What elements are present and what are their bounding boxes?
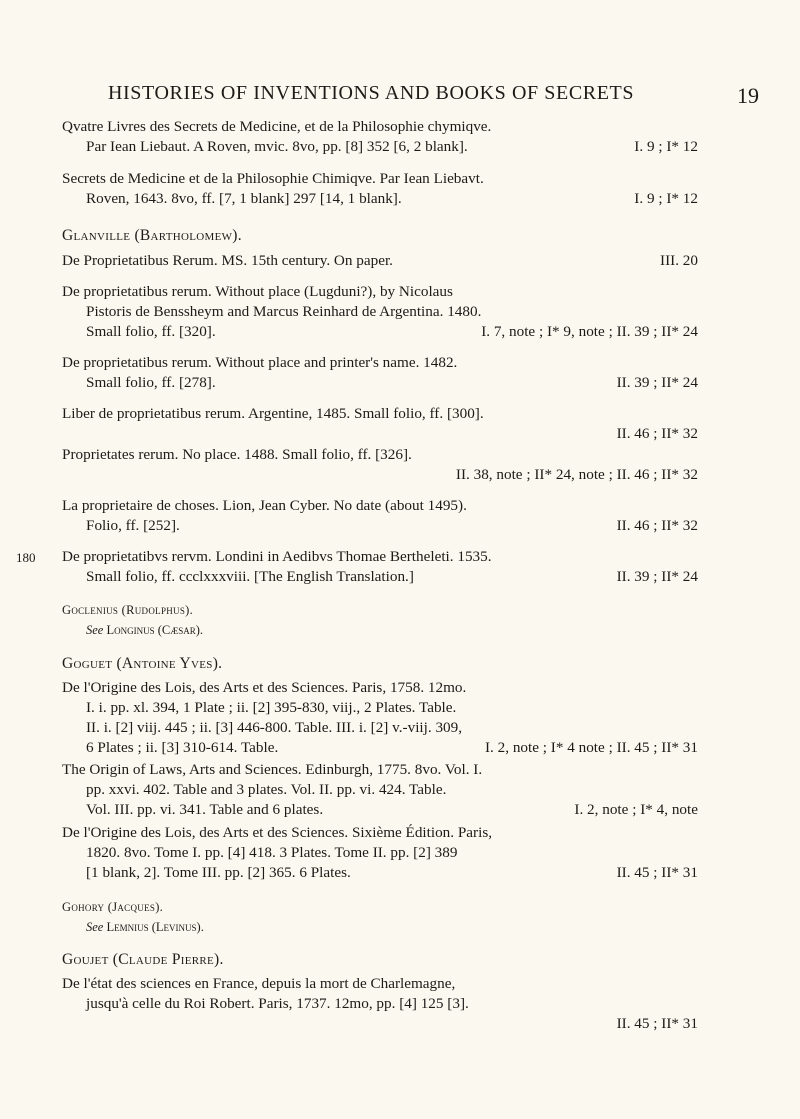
entry-line: De l'Origine des Lois, des Arts et des Sciences. Paris, 1758. 12mo. [62,679,467,696]
entry-line: La proprietaire de choses. Lion, Jean Cyber. No date (about 1495). [62,497,467,514]
reference-citation: II. 45 ; II* 31 [616,1015,698,1032]
reference-citation: II. 46 ; II* 32 [616,517,698,534]
entry-line: Proprietates rerum. No place. 1488. Small folio, ff. [326]. [62,446,412,463]
entry-line: Folio, ff. [252]. [86,517,180,534]
entry-line: Pistoris de Benssheym and Marcus Reinhard de Argentina. 1480. [86,303,482,320]
entry-line: 6 Plates ; ii. [3] 310-614. Table. [86,739,279,756]
reference-citation: II. 39 ; II* 24 [616,568,698,585]
entry-line: jusqu'à celle du Roi Robert. Paris, 1737. 12mo, pp. [4] 125 [3]. [86,995,469,1012]
reference-citation: II. 46 ; II* 32 [616,425,698,442]
entry-line: Vol. III. pp. vi. 341. Table and 6 plates. [86,801,324,818]
entry-line: Small folio, ff. [278]. [86,374,216,391]
margin-line-number: 180 [16,550,36,565]
entry-line: Par Iean Liebaut. A Roven, mvic. 8vo, pp. [8] 352 [6, 2 blank]. [86,138,468,155]
author-heading: Gohory (Jacques). [62,900,164,914]
entry-line: I. i. pp. xl. 394, 1 Plate ; ii. [2] 395-830, viij., 2 Plates. Table. [86,699,457,716]
cross-reference: See Longinus (Cæsar). [86,623,204,637]
reference-citation: II. 39 ; II* 24 [616,374,698,391]
entry-line: De Proprietatibus Rerum. MS. 15th century. On paper. [62,252,393,269]
author-heading: Goujet (Claude Pierre). [62,951,224,968]
entry-line: De proprietatibvs rervm. Londini in Aedibvs Thomae Bertheleti. 1535. [62,548,492,565]
reference-citation: III. 20 [660,252,698,269]
cross-reference: See Lemnius (Levinus). [86,920,204,934]
page-number: 19 [737,83,759,108]
reference-citation: I. 7, note ; I* 9, note ; II. 39 ; II* 24 [481,323,698,340]
entry-line: De proprietatibus rerum. Without place and printer's name. 1482. [62,354,458,371]
entry-line: [1 blank, 2]. Tome III. pp. [2] 365. 6 Plates. [86,864,351,881]
author-heading: Goguet (Antoine Yves). [62,655,223,672]
entry-line: Qvatre Livres des Secrets de Medicine, et de la Philosophie chymiqve. [62,118,492,135]
entry-line: De l'état des sciences en France, depuis la mort de Charlemagne, [62,975,456,992]
entry-line: De proprietatibus rerum. Without place (Lugduni?), by Nicolaus [62,283,453,300]
entry-line: The Origin of Laws, Arts and Sciences. Edinburgh, 1775. 8vo. Vol. I. [62,761,483,778]
reference-citation: I. 9 ; I* 12 [634,190,698,207]
reference-citation: I. 9 ; I* 12 [634,138,698,155]
author-heading: Goclenius (Rudolphus). [62,603,194,617]
author-heading: Glanville (Bartholomew). [62,227,242,244]
running-header: HISTORIES OF INVENTIONS AND BOOKS OF SECRETS [108,82,635,104]
entry-line: Secrets de Medicine et de la Philosophie Chimiqve. Par Iean Liebavt. [62,170,484,187]
entry-line: Small folio, ff. [320]. [86,323,216,340]
reference-citation: I. 2, note ; I* 4 note ; II. 45 ; II* 31 [484,739,698,756]
entry-line: Liber de proprietatibus rerum. Argentine, 1485. Small folio, ff. [300]. [62,405,484,422]
entry-line: Small folio, ff. ccclxxxviii. [The English Translation.] [86,568,414,585]
entry-line: pp. xxvi. 402. Table and 3 plates. Vol. II. pp. vi. 424. Table. [86,781,447,798]
reference-citation: II. 38, note ; II* 24, note ; II. 46 ; II* 32 [455,466,698,483]
entry-line: De l'Origine des Lois, des Arts et des Sciences. Sixième Édition. Paris, [62,824,493,841]
entry-line: 1820. 8vo. Tome I. pp. [4] 418. 3 Plates. Tome II. pp. [2] 389 [86,844,458,861]
reference-citation: II. 45 ; II* 31 [616,864,698,881]
entry-line: II. i. [2] viij. 445 ; ii. [3] 446-800. Table. III. i. [2] v.-viij. 309, [86,719,463,736]
reference-citation: I. 2, note ; I* 4, note [574,801,698,818]
entry-line: Roven, 1643. 8vo, ff. [7, 1 blank] 297 [14, 1 blank]. [86,190,402,207]
